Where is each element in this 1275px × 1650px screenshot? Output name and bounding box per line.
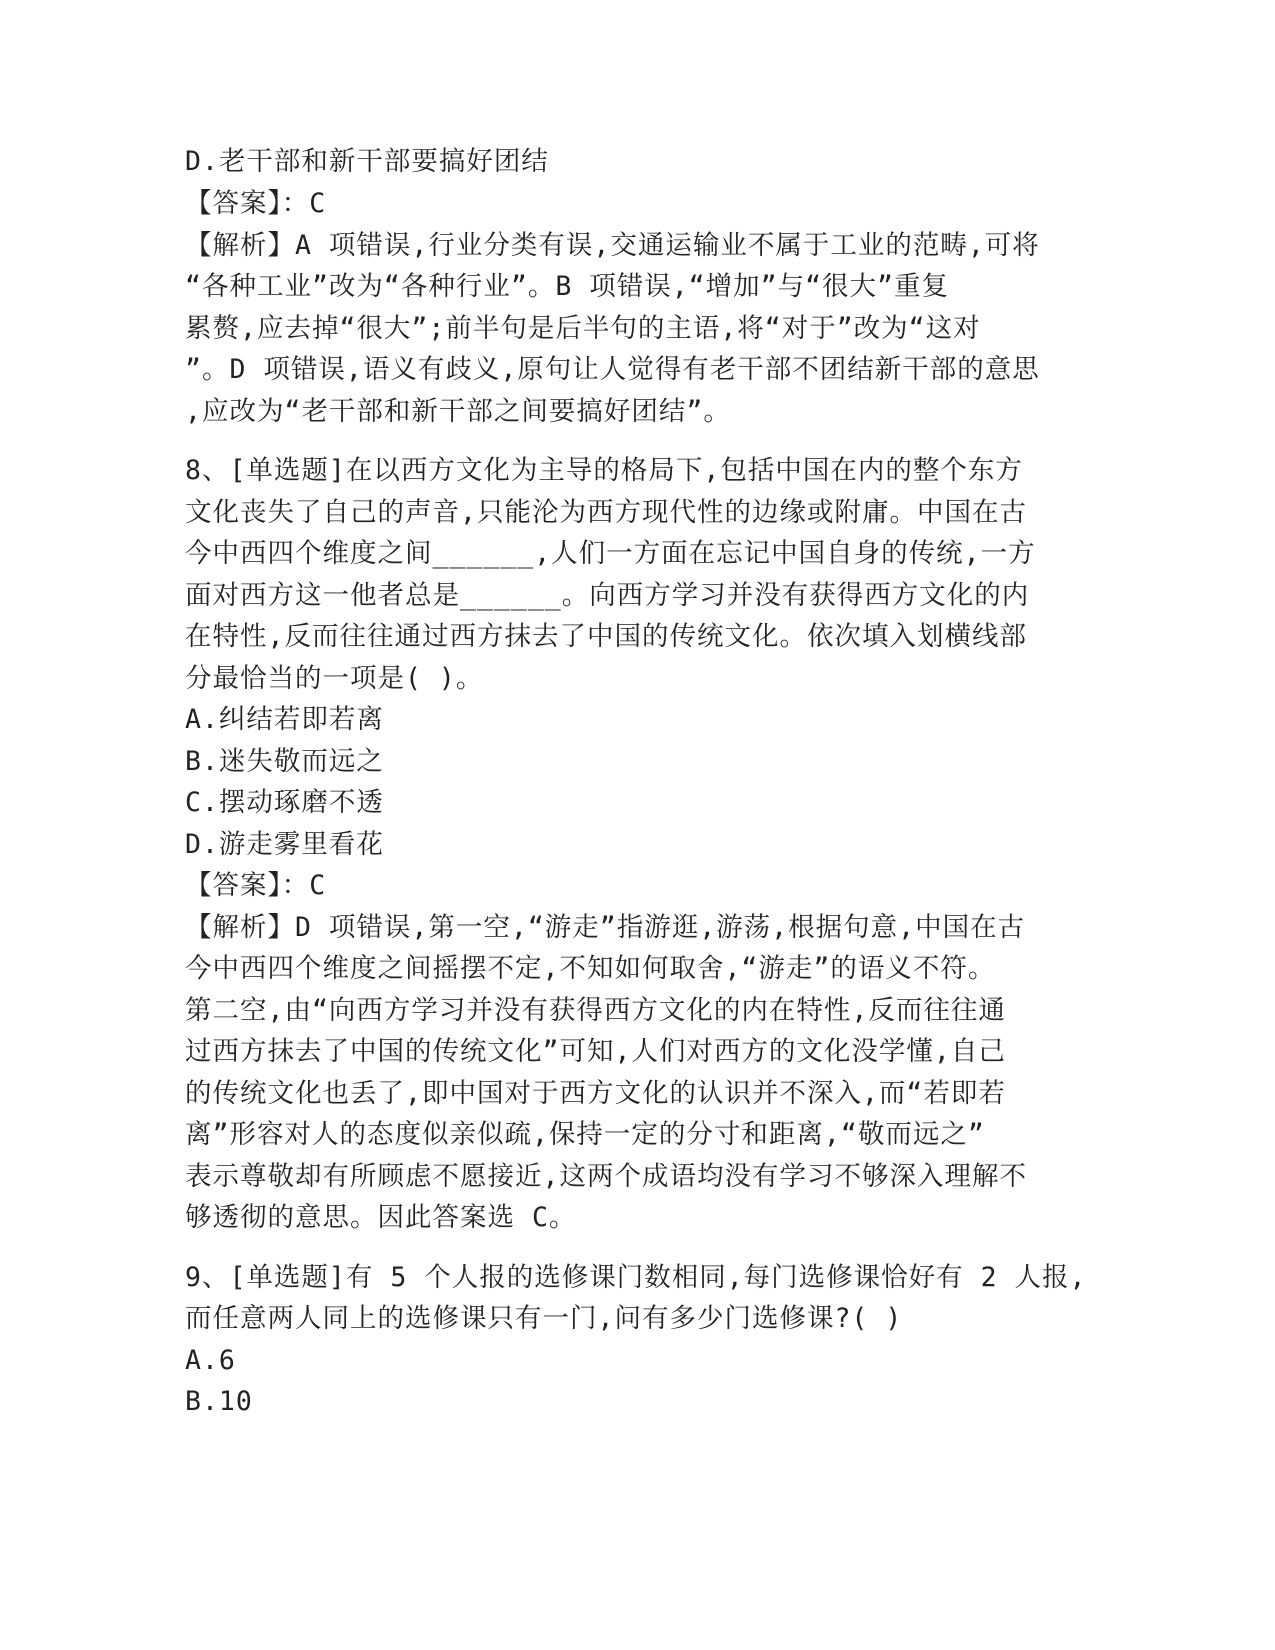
analysis-line: ”。D 项错误,语义有歧义,原句让人觉得有老干部不团结新干部的意思 bbox=[185, 354, 1040, 385]
question-stem-line: 9、[单选题]有 5 个人报的选修课门数相同,每门选修课恰好有 2 人报, bbox=[185, 1262, 1087, 1293]
option-a: A.6 bbox=[185, 1345, 236, 1376]
analysis-line: ,应改为“老干部和新干部之间要搞好团结”。 bbox=[185, 396, 731, 427]
question-stem-line: 文化丧失了自己的声音,只能沦为西方现代性的边缘或附庸。中国在古 bbox=[185, 497, 1027, 528]
analysis-line: 过西方抹去了中国的传统文化”可知,人们对西方的文化没学懂,自己 bbox=[185, 1036, 1006, 1067]
analysis-line: 【解析】A 项错误,行业分类有误,交通运输业不属于工业的范畴,可将 bbox=[185, 230, 1040, 261]
analysis-line: 表示尊敬却有所顾虑不愿接近,这两个成语均没有学习不够深入理解不 bbox=[185, 1161, 1027, 1192]
option-b: B.迷失敬而远之 bbox=[185, 746, 384, 777]
analysis-line: 累赘,应去掉“很大”;前半句是后半句的主语,将“对于”改为“这对 bbox=[185, 313, 981, 344]
analysis-line: 够透彻的意思。因此答案选 C。 bbox=[185, 1202, 577, 1233]
option-b: B.10 bbox=[185, 1386, 253, 1417]
analysis-line: 离”形容对人的态度似亲似疏,保持一定的分寸和距离,“敬而远之” bbox=[185, 1119, 985, 1150]
analysis-line: 第二空,由“向西方学习并没有获得西方文化的内在特性,反而往往通 bbox=[185, 995, 1006, 1026]
answer-label: 【答案】：C bbox=[185, 188, 327, 219]
analysis-line: 的传统文化也丢了,即中国对于西方文化的认识并不深入,而“若即若 bbox=[185, 1078, 1006, 1109]
option-c: C.摆动琢磨不透 bbox=[185, 787, 384, 818]
analysis-line: 【解析】D 项错误,第一空,“游走”指游逛,游荡,根据句意,中国在古 bbox=[185, 912, 1026, 943]
question-stem-line: 面对西方这一他者总是______。向西方学习并没有获得西方文化的内 bbox=[185, 580, 1030, 611]
analysis-line: 今中西四个维度之间摇摆不定,不知如何取舍,“游走”的语义不符。 bbox=[185, 953, 996, 984]
question-stem-line: 8、[单选题]在以西方文化为主导的格局下,包括中国在内的整个东方 bbox=[185, 455, 1023, 486]
question-stem-line: 而任意两人同上的选修课只有一门,问有多少门选修课?( ) bbox=[185, 1303, 903, 1334]
option-d: D.老干部和新干部要搞好团结 bbox=[185, 146, 549, 177]
option-a: A.纠结若即若离 bbox=[185, 704, 384, 735]
answer-label: 【答案】：C bbox=[185, 870, 327, 901]
question-stem-line: 分最恰当的一项是( )。 bbox=[185, 663, 484, 694]
question-stem-line: 在特性,反而往往通过西方抹去了中国的传统文化。依次填入划横线部 bbox=[185, 621, 1027, 652]
option-d: D.游走雾里看花 bbox=[185, 829, 384, 860]
analysis-line: “各种工业”改为“各种行业”。B 项错误,“增加”与“很大”重复 bbox=[185, 271, 949, 302]
question-stem-line: 今中西四个维度之间______,人们一方面在忘记中国自身的传统,一方 bbox=[185, 538, 1036, 569]
